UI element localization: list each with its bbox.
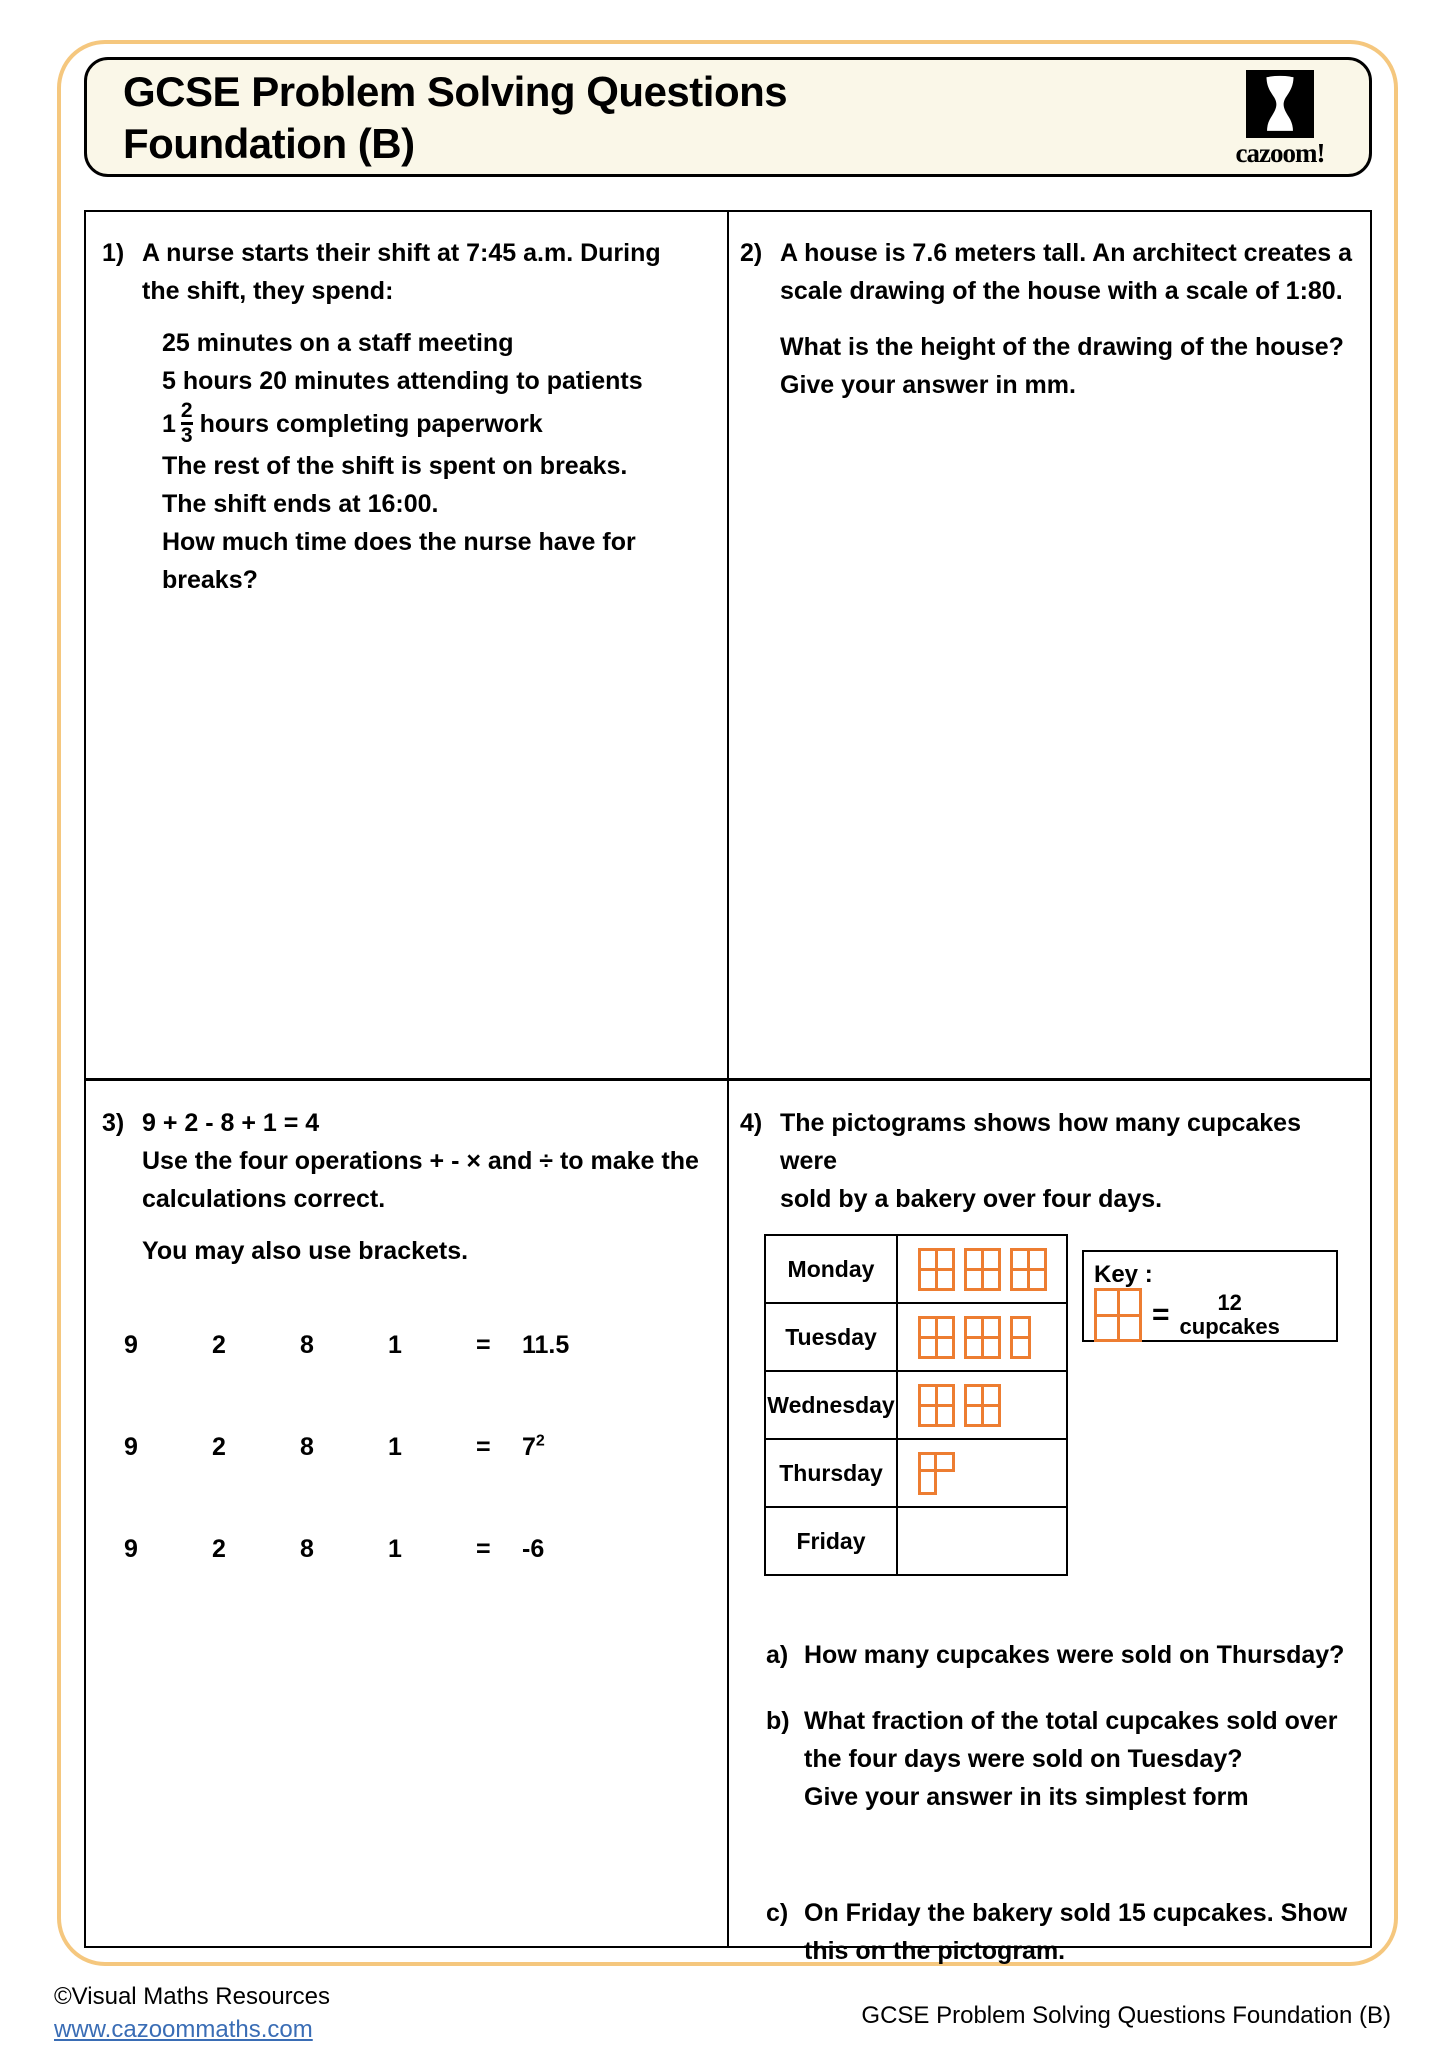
question-1-line-2: The shift ends at 16:00.	[162, 490, 439, 518]
symbols-friday	[898, 1508, 1066, 1574]
fraction-whole: 1	[162, 409, 176, 438]
pictogram-symbol-three-quarter	[918, 1452, 955, 1495]
cazoom-logo-text: cazoom!	[1235, 138, 1325, 168]
question-3-equation: 9 + 2 - 8 + 1 = 4	[142, 1109, 320, 1137]
row1-result	[522, 1326, 569, 1364]
question-1	[102, 234, 708, 599]
question-4c-line1: On Friday the bakery sold 15 cupcakes. Show	[804, 1899, 1348, 1927]
question-1-line-1: The rest of the shift is spent on breaks.	[162, 452, 628, 480]
key-unit: cupcakes	[1179, 1314, 1280, 1339]
pictogram-table	[764, 1234, 1068, 1576]
row2-num1: 9	[124, 1433, 138, 1461]
question-1-line-3: How much time does the nurse have for breaks?	[162, 528, 636, 594]
key-label: Key :	[1094, 1261, 1153, 1288]
row3-result-value: -6	[522, 1535, 545, 1563]
pictogram-symbol-full	[964, 1248, 1001, 1291]
footer-right: GCSE Problem Solving Questions Foundation (B)	[861, 2002, 1391, 2029]
horizontal-divider	[86, 1078, 1370, 1081]
question-4b-line1: What fraction of the total cupcakes sold over	[804, 1707, 1338, 1735]
question-4b-line3: Give your answer in its simplest form	[804, 1783, 1249, 1811]
question-1-number: 1)	[102, 239, 125, 267]
question-4c-line2: this on the pictogram.	[804, 1937, 1066, 1965]
question-2-para2-line2: Give your answer in mm.	[780, 371, 1076, 399]
question-4-intro-line1: The pictograms shows how many cupcakes were	[780, 1109, 1301, 1175]
question-4a-line1: How many cupcakes were sold on Thursday?	[804, 1641, 1345, 1669]
question-4a-label: a)	[766, 1641, 789, 1669]
calculation-rows	[124, 1326, 708, 1568]
row3-num4: 1	[388, 1535, 402, 1563]
pictogram-symbol-full	[1010, 1248, 1047, 1291]
calculation-row-2	[124, 1428, 708, 1466]
symbols-wednesday	[898, 1372, 1066, 1438]
symbols-monday	[898, 1236, 1066, 1302]
fraction-two-thirds	[181, 400, 193, 447]
key-value-block	[1180, 1291, 1280, 1339]
calculation-row-1	[124, 1326, 708, 1364]
row1-num3: 8	[300, 1331, 314, 1359]
pictogram-symbol-full	[918, 1248, 955, 1291]
row1-num2: 2	[212, 1331, 226, 1359]
key-symbol-icon	[1094, 1288, 1142, 1342]
question-1-details	[162, 324, 708, 599]
pictogram-row-friday	[766, 1508, 1066, 1574]
footer-left	[54, 1980, 330, 2046]
question-3	[102, 1104, 708, 1632]
question-3-note: You may also use brackets.	[142, 1237, 469, 1265]
djembe-drum-glyph	[1258, 75, 1302, 133]
row3-equals: =	[476, 1535, 491, 1563]
question-1-intro-line2: the shift, they spend:	[142, 277, 394, 305]
question-4a-text	[804, 1636, 1344, 1674]
pictogram-symbol-cell-bl	[918, 1469, 937, 1495]
question-4-intro-line2: sold by a bakery over four days.	[780, 1185, 1163, 1213]
calculation-row-3	[124, 1530, 708, 1568]
day-label-tuesday: Tuesday	[766, 1304, 898, 1370]
row1-result-value: 11.5	[522, 1331, 570, 1359]
pictogram-row-wednesday	[766, 1372, 1066, 1440]
page-title-line1: GCSE Problem Solving Questions	[123, 68, 788, 115]
cazoommaths-link[interactable]: www.cazoommaths.com	[54, 2016, 313, 2043]
page-title-line2: Foundation (B)	[123, 120, 415, 167]
question-3-instruction-line2: calculations correct.	[142, 1185, 386, 1213]
fraction-tail-text: hours completing paperwork	[199, 409, 543, 438]
question-4c-text	[804, 1894, 1347, 1970]
pictogram-symbol-full	[964, 1384, 1001, 1427]
question-3-number: 3)	[102, 1109, 125, 1137]
day-label-thursday: Thursday	[766, 1440, 898, 1506]
question-4	[740, 1104, 1360, 1970]
question-2-para1-line2: scale drawing of the house with a scale of 1:80.	[780, 277, 1343, 305]
question-3-instruction-line1: Use the four operations + - × and ÷ to make the	[142, 1147, 699, 1175]
question-4b-text	[804, 1702, 1337, 1816]
row2-result	[522, 1428, 545, 1466]
pictogram-symbol-half	[1010, 1316, 1031, 1359]
page-title	[123, 66, 787, 170]
questions-grid	[84, 210, 1372, 1965]
key-row	[1094, 1288, 1280, 1342]
question-1-fraction-line	[162, 400, 708, 447]
pictogram-row-tuesday	[766, 1304, 1066, 1372]
row3-num2: 2	[212, 1535, 226, 1563]
question-2-para2-line1: What is the height of the drawing of the house?	[780, 333, 1344, 361]
day-label-wednesday: Wednesday	[766, 1372, 898, 1438]
question-1-item-2: 5 hours 20 minutes attending to patients	[162, 367, 643, 395]
question-1-intro-line1: A nurse starts their shift at 7:45 a.m. During	[142, 239, 661, 267]
question-4b-label: b)	[766, 1707, 790, 1735]
row1-equals: =	[476, 1331, 491, 1359]
header	[84, 57, 1372, 177]
day-label-monday: Monday	[766, 1236, 898, 1302]
row2-num3: 8	[300, 1433, 314, 1461]
row2-result-sup: 2	[535, 1432, 545, 1450]
symbols-thursday	[898, 1440, 1066, 1506]
row3-result	[522, 1530, 544, 1568]
key-value: 12	[1217, 1290, 1242, 1315]
question-2-number: 2)	[740, 239, 763, 267]
pictogram-key	[1082, 1250, 1338, 1342]
row3-num1: 9	[124, 1535, 138, 1563]
row2-equals: =	[476, 1433, 491, 1461]
key-equals: =	[1152, 1298, 1170, 1331]
fraction-numerator: 2	[180, 399, 193, 422]
row2-num4: 1	[388, 1433, 402, 1461]
symbols-tuesday	[898, 1304, 1066, 1370]
djembe-drum-icon	[1246, 70, 1314, 138]
row2-result-value: 7	[522, 1433, 536, 1461]
pictogram-area	[764, 1234, 1360, 1604]
question-4c-label: c)	[766, 1899, 789, 1927]
row2-num2: 2	[212, 1433, 226, 1461]
fraction-denominator: 3	[180, 424, 193, 447]
question-4c	[766, 1894, 1360, 1970]
pictogram-row-thursday	[766, 1440, 1066, 1508]
question-1-item-1: 25 minutes on a staff meeting	[162, 329, 514, 357]
pictogram-symbol-cell-tr	[934, 1452, 955, 1472]
question-4a	[766, 1636, 1360, 1674]
pictogram-symbol-full	[918, 1384, 955, 1427]
row3-num3: 8	[300, 1535, 314, 1563]
pictogram-symbol-full	[918, 1316, 955, 1359]
row1-num1: 9	[124, 1331, 138, 1359]
day-label-friday: Friday	[766, 1508, 898, 1574]
row1-num4: 1	[388, 1331, 402, 1359]
copyright-text: ©Visual Maths Resources	[54, 1983, 331, 2010]
question-2-para1-line1: A house is 7.6 meters tall. An architect creates a	[780, 239, 1353, 267]
cazoom-logo	[1227, 70, 1333, 168]
pictogram-symbol-full	[964, 1316, 1001, 1359]
question-2	[740, 234, 1358, 404]
question-4b-line2: the four days were sold on Tuesday?	[804, 1745, 1243, 1773]
question-4-number: 4)	[740, 1109, 763, 1137]
pictogram-row-monday	[766, 1236, 1066, 1304]
question-4b	[766, 1702, 1360, 1816]
